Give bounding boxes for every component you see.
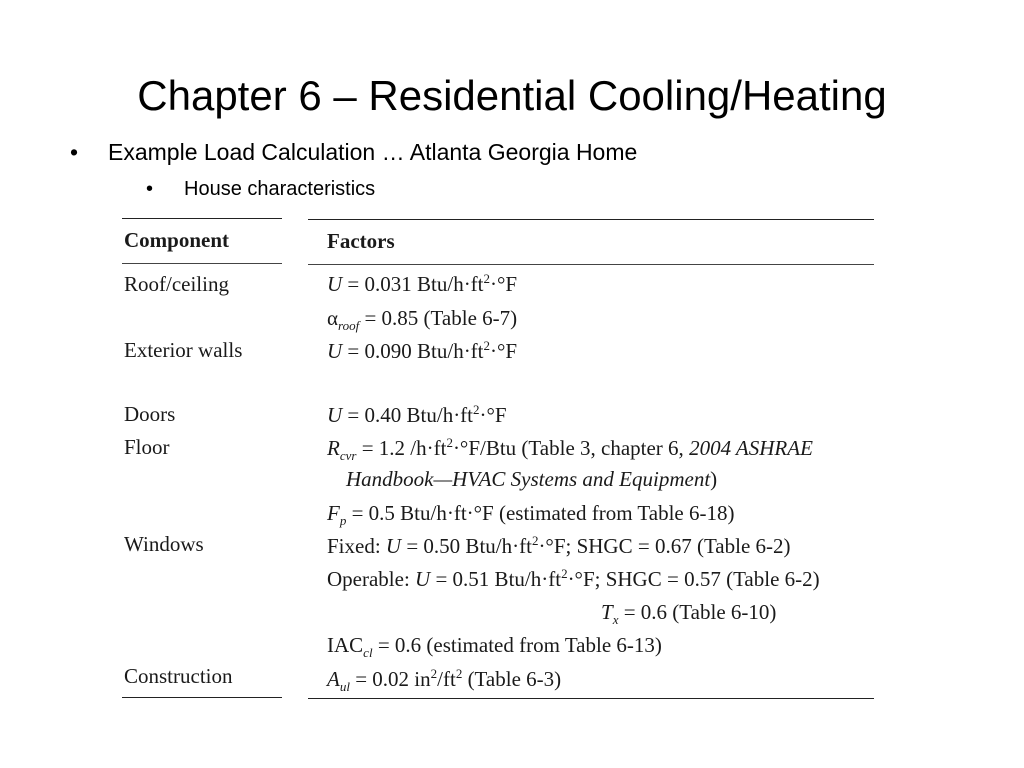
factor-roof-absorptance: $\alpha_{roof} = 0.85$ (Table 6-7) (327, 306, 518, 334)
sub-bullet-dot: • (146, 178, 154, 200)
factor-windows-operable: Operable: U = 0.51 Btu/$h\cdot ft^2\cdot^\circ F$; SHGC = 0.57 (Table 6-2) (327, 566, 820, 591)
component-windows: Windows (124, 532, 204, 556)
component-doors: Doors (124, 402, 176, 426)
table-top-rule-right (308, 219, 874, 220)
factor-floor-r-continued: Handbook—HVAC Systems and Equipment) (346, 467, 718, 491)
factor-roof-u: U = 0.031 Btu/$h\cdot ft^2\cdot^\circ F$ (327, 271, 518, 296)
factor-doors-u: U = 0.40 Btu/$h\cdot ft^2\cdot^\circ F$ (327, 402, 507, 427)
header-rule-right (308, 264, 874, 265)
bullet-text: Example Load Calculation … Atlanta Georgia Home (108, 139, 638, 165)
header-component: Component (124, 228, 230, 252)
header-rule-left (122, 263, 282, 264)
factor-walls-u: U = 0.090 Btu/$h\cdot ft^2\cdot^\circ F$ (327, 338, 518, 363)
factor-windows-fixed: Fixed: U = 0.50 Btu/$h\cdot ft^2\cdot^\circ F$; SHGC = 0.67 (Table 6-2) (327, 533, 791, 558)
component-floor: Floor (124, 435, 170, 459)
factor-windows-iac: $IAC_{cl} = 0.6$ (estimated from Table 6-13) (327, 633, 662, 661)
bullet-dot: • (70, 139, 79, 165)
factor-construction-aul: $A_{ul} = 0.02$ $in^2/ft^2$ (Table 6-3) (327, 666, 562, 695)
factor-floor-r: $R_{cvr} = 1.2$ $/h\cdot ft^2\cdot^\circ F$/Btu (Table 3, chapter 6, 2004 ASHRAE (327, 435, 813, 464)
component-construction: Construction (124, 664, 233, 688)
table-bottom-rule-right (308, 698, 874, 699)
component-roof: Roof/ceiling (124, 272, 229, 296)
component-walls: Exterior walls (124, 338, 243, 362)
factor-floor-fp: $F_p = 0.5$ Btu/h·ft·°F (estimated from Table 6-18) (327, 501, 735, 529)
sub-bullet-text: House characteristics (184, 178, 376, 200)
header-factors: Factors (327, 229, 395, 253)
slide-title: Chapter 6 – Residential Cooling/Heating (137, 72, 887, 119)
table-top-rule-left (122, 218, 282, 219)
factor-windows-tx: $T_x = 0.6$ (Table 6-10) (601, 600, 777, 628)
table-bottom-rule-left (122, 697, 282, 698)
